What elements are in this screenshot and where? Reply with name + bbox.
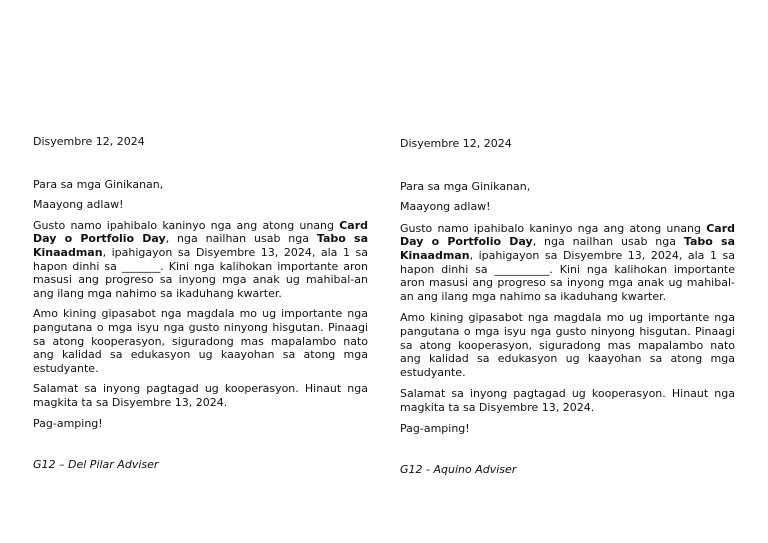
letter-paragraph-thanks: Salamat sa inyong pagtagad ug kooperasyon. Hinaut nga magkita ta sa Disyembre 13, 2024. [33,382,368,409]
letter-paragraph-thanks: Salamat sa inyong pagtagad ug kooperasyon. Hinaut nga magkita ta sa Disyembre 13, 2024. [400,387,735,414]
announcement-text: , nga nailhan usab nga [165,232,317,246]
announcement-text: Gusto namo ipahibalo kaninyo nga ang atong unang [33,218,340,232]
announcement-text: , ipahigayon sa Disyembre 13, 2024, ala 1 sa hapon dinhi sa _______. Kini nga kalihokan importante aron masusi ang progreso sa inyong mga anak ug mahibal-an ang ilang mga nahimo sa ikaduhang kwarter. [33,245,368,300]
letter-date: Disyembre 12, 2024 [400,137,512,150]
announcement-text: , nga nailhan usab nga [532,235,684,249]
event-alias: Tabo sa Kinaadman [33,232,368,259]
letter-signature: G12 – Del Pilar Adviser [33,458,159,472]
letter-greeting: Maayong adlaw! [33,198,124,212]
letter-del-pilar [33,135,368,472]
letter-salutation: Para sa mga Ginikanan, [33,177,164,191]
letter-closing: Pag-amping! [33,416,103,430]
letter-date: Disyembre 12, 2024 [33,135,145,148]
letter-paragraph-announcement [400,222,735,304]
event-alias: Tabo sa Kinaadman [400,235,735,262]
letter-aquino [400,137,735,477]
letter-salutation: Para sa mga Ginikanan, [400,179,531,193]
event-name: Card Day o Portfolio Day [400,221,735,249]
letter-paragraph-announcement [33,219,368,301]
letter-paragraph-request: Amo kining gipasabot nga magdala mo ug importante nga pangutana o mga isyu nga gusto ninyong hisgutan. Pinaagi sa atong kooperasyon, siguradong mas mapalambo nato ang kalidad sa edukasyon ug kaayohan sa atong mga estudyante. [33,307,368,375]
letter-closing: Pag-amping! [400,421,470,435]
letter-paragraph-request: Amo kining gipasabot nga magdala mo ug importante nga pangutana o mga isyu nga gusto ninyong hisgutan. Pinaagi sa atong kooperasyon, siguradong mas mapalambo nato ang kalidad sa edukasyon ug kaayohan sa atong mga estudyante. [400,311,735,379]
letter-greeting: Maayong adlaw! [400,200,491,214]
event-name: Card Day o Portfolio Day [33,218,368,246]
letter-signature: G12 - Aquino Adviser [400,463,517,477]
announcement-text: Gusto namo ipahibalo kaninyo nga ang atong unang [400,221,707,235]
announcement-text: , ipahigayon sa Disyembre 13, 2024, ala 1 sa hapon dinhi sa __________. Kini nga kalihokan importante aron masusi ang progreso sa inyong mga anak ug mahibal-an ang ilang mga nahimo sa ikaduhang kwarter. [400,248,735,303]
